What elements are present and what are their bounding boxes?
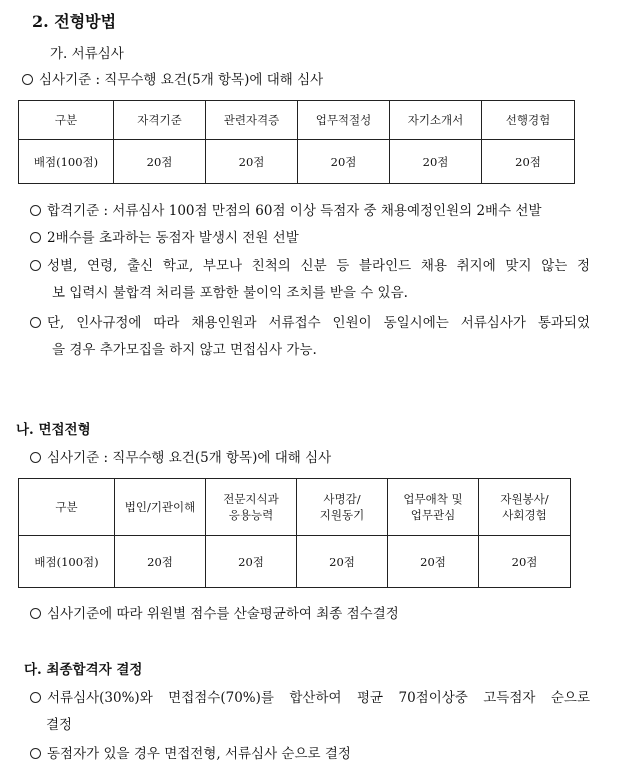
- note-text: 동점자가 있을 경우 면접전형, 서류심사 순으로 결정: [47, 746, 351, 762]
- table-header-row: [19, 101, 575, 140]
- subsection-a-title: 가. 서류심사: [50, 46, 124, 62]
- note-final-decision-cont: 결정: [46, 717, 73, 733]
- table-cell: 20점: [115, 536, 206, 588]
- table-cell: 20점: [388, 536, 479, 588]
- table-header-row: [19, 479, 571, 536]
- circle-bullet-icon: [30, 692, 41, 703]
- note-text: 2배수를 초과하는 동점자 발생시 전원 선발: [47, 230, 299, 246]
- table-cell: 배점(100점): [19, 536, 115, 588]
- table-cell: 20점: [479, 536, 571, 588]
- table-header-cell: 구분: [19, 479, 115, 536]
- subsection-c-title: 다. 최종합격자 결정: [24, 662, 143, 678]
- circle-bullet-icon: [30, 452, 41, 463]
- note-blind-hiring: [30, 254, 590, 274]
- circle-bullet-icon: [22, 74, 33, 85]
- table-cell: 20점: [297, 536, 388, 588]
- section-title: 2. 전형방법: [32, 12, 117, 31]
- note-tie-selection: [30, 226, 299, 246]
- note-text: 합격기준 : 서류심사 100점 만점의 60점 이상 득점자 중 채용예정인원의 2배수 선발: [47, 203, 542, 219]
- note-hr-rules: [30, 311, 590, 331]
- note-interview-score: [30, 602, 399, 622]
- table-header-cell: 사명감/ 지원동기: [297, 479, 388, 536]
- note-blind-hiring-cont: 보 입력시 불합격 처리를 포함한 불이익 조치를 받을 수 있음.: [52, 285, 408, 301]
- criteria-text: 심사기준 : 직무수행 요건(5개 항목)에 대해 심사: [47, 450, 332, 466]
- table-header-cell: 자원봉사/ 사회경험: [479, 479, 571, 536]
- note-text: 서류심사(30%)와 면접점수(70%)를 합산하여 평균 70점이상중 고득점자 순으로: [47, 690, 590, 706]
- table-header-cell: 전문지식과 응용능력: [206, 479, 297, 536]
- note-text: 심사기준에 따라 위원별 점수를 산술평균하여 최종 점수결정: [47, 606, 399, 622]
- table-cell: 20점: [206, 536, 297, 588]
- note-pass-criteria: [30, 199, 542, 219]
- table-cell: 20점: [298, 140, 390, 184]
- circle-bullet-icon: [30, 317, 41, 328]
- interview-table: [18, 478, 571, 588]
- table-cell: 20점: [114, 140, 206, 184]
- note-final-decision: [30, 686, 590, 706]
- circle-bullet-icon: [30, 205, 41, 216]
- note-text: 성별, 연령, 출신 학교, 부모나 친척의 신분 등 블라인드 채용 취지에 맞지 않는 정: [47, 258, 590, 274]
- circle-bullet-icon: [30, 748, 41, 759]
- table-cell: 20점: [482, 140, 575, 184]
- table-header-cell: 업무적절성: [298, 101, 390, 140]
- criteria-line-a: [22, 68, 323, 88]
- circle-bullet-icon: [30, 260, 41, 271]
- table-header-cell: 관련자격증: [206, 101, 298, 140]
- table-header-cell: 선행경험: [482, 101, 575, 140]
- note-hr-rules-cont: 을 경우 추가모집을 하지 않고 면접심사 가능.: [52, 342, 317, 358]
- criteria-line-b: [30, 446, 331, 466]
- circle-bullet-icon: [30, 232, 41, 243]
- note-tie-breaker: [30, 742, 351, 762]
- document-screening-table: [18, 100, 575, 184]
- criteria-text: 심사기준 : 직무수행 요건(5개 항목)에 대해 심사: [39, 72, 324, 88]
- table-cell: 20점: [206, 140, 298, 184]
- table-header-cell: 업무애착 및 업무관심: [388, 479, 479, 536]
- table-header-cell: 법인/기관이해: [115, 479, 206, 536]
- table-header-cell: 자기소개서: [390, 101, 482, 140]
- subsection-b-title: 나. 면접전형: [16, 422, 91, 438]
- table-header-cell: 구분: [19, 101, 114, 140]
- table-row: [19, 140, 575, 184]
- table-cell: 20점: [390, 140, 482, 184]
- table-cell: 배점(100점): [19, 140, 114, 184]
- note-text: 단, 인사규정에 따라 채용인원과 서류접수 인원이 동일시에는 서류심사가 통과되었: [47, 315, 590, 331]
- table-header-cell: 자격기준: [114, 101, 206, 140]
- table-row: [19, 536, 571, 588]
- circle-bullet-icon: [30, 608, 41, 619]
